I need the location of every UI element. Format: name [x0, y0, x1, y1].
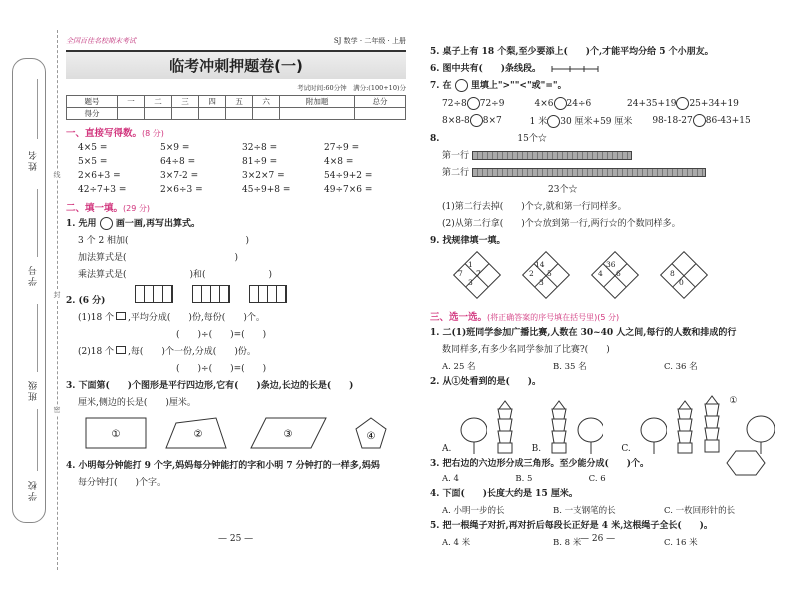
diamond-number: 1: [468, 260, 473, 269]
seal-char: 密: [53, 406, 61, 414]
calc-item: 2×6÷3 =: [160, 185, 203, 195]
class-label: 班级: [29, 379, 39, 401]
compare-row: 8×8-8 8×7 1 米 30 厘米+59 厘米 98-18-27 86-43+15: [442, 116, 751, 127]
option[interactable]: C. 16 米: [664, 538, 698, 548]
question-8: 8. 15个☆: [430, 134, 547, 144]
diamond-number: 8: [670, 269, 675, 278]
exam-time: 考试时间:60分钟 满分:(100+10)分: [297, 84, 406, 92]
option[interactable]: A. 4: [442, 474, 459, 484]
shape-label: ①: [111, 429, 121, 440]
calc-item: 4×8 =: [324, 157, 354, 167]
q3-line: 厘米,侧边的长是( )厘米。: [78, 398, 196, 408]
view-marker: ①: [729, 396, 738, 406]
compare-row: 72÷8 72÷9 4×6 24÷6 24+35+19 25+34+19: [442, 99, 739, 109]
score-header-cell: 一: [117, 96, 144, 108]
score-header-cell: 总分: [355, 96, 406, 108]
calc-item: 5×9 =: [160, 143, 190, 153]
cube-block-icon: [192, 285, 230, 303]
diamond-number: 2: [529, 269, 534, 278]
pagoda-icon: [495, 399, 514, 454]
circle-icon: [100, 217, 113, 230]
choice-5: 5. 把一根绳子对折,再对折后每段长正好是 4 米,这根绳子全长( )。: [430, 521, 713, 531]
calc-item: 64÷8 =: [160, 157, 196, 167]
calc-item: 81÷9 =: [242, 157, 278, 167]
star-bar-1: [472, 151, 632, 160]
diamond-number: 3: [539, 278, 544, 287]
option[interactable]: C.: [621, 444, 631, 454]
page-number: — 25 —: [218, 534, 254, 544]
option[interactable]: C. 6: [588, 474, 606, 484]
compare-circle[interactable]: [554, 97, 567, 110]
star-bar-2: [472, 168, 706, 177]
score-cell[interactable]: [144, 108, 171, 120]
score-header-cell: 四: [199, 96, 226, 108]
series-label: 全国百佳名校期末考试: [66, 37, 136, 45]
q2-line: ( )÷( )=( ): [176, 330, 267, 340]
compare-circle[interactable]: [693, 114, 706, 127]
cube-block-icon: [135, 285, 173, 303]
pagoda-icon: [701, 394, 721, 454]
shape-label: ③: [283, 429, 293, 440]
tree-icon: [576, 414, 604, 454]
score-cell[interactable]: [226, 108, 253, 120]
question-3: 3. 下面第( )个图形是平行四边形,它有( )条边,长边的长是( ): [66, 381, 354, 391]
calc-item: 5×5 =: [78, 157, 108, 167]
compare-circle[interactable]: [547, 115, 560, 128]
left-page: [66, 36, 406, 493]
stars-count-2: 23个☆: [548, 185, 578, 195]
diamond-number: 6: [616, 269, 621, 278]
page-number: — 26 —: [580, 534, 616, 544]
question-7: 7. 在 里填上">""<"或"="。: [430, 81, 567, 91]
compare-circle[interactable]: [467, 97, 480, 110]
pagoda-icon: [549, 399, 568, 454]
option[interactable]: B. 一支钢笔的长: [553, 506, 616, 516]
binding-strip: [12, 58, 46, 523]
diamond-numbers: [430, 260, 775, 294]
q1-line: 加法算式是( ): [78, 253, 239, 263]
school-label: 学校: [29, 479, 39, 501]
diamond-number: 0: [679, 278, 684, 287]
q1-line: 乘法算式是( )和( ): [78, 270, 273, 280]
question-2: 2. (6 分): [66, 285, 406, 308]
star-row-1: 第一行: [430, 149, 775, 163]
cube-block-icon: [249, 285, 287, 303]
section-3-title: 三、选一选。(将正确答案的序号填在括号里)(5 分): [430, 312, 620, 323]
compare-circle[interactable]: [470, 114, 483, 127]
option[interactable]: A. 25 名: [442, 362, 476, 372]
score-header-cell: 六: [253, 96, 280, 108]
calc-item: 2×6+3 =: [78, 171, 121, 181]
option[interactable]: C. 36 名: [664, 362, 698, 372]
diamond-number: 5: [547, 269, 552, 278]
q8-line: (2)从第二行拿( )个☆放到第一行,两行☆的个数同样多。: [442, 219, 681, 229]
circle-icon: [455, 79, 468, 92]
diamond-number: 3: [468, 278, 473, 287]
hexagon-shape: [726, 450, 766, 476]
score-header-cell: 题号: [67, 96, 118, 108]
diamond-number: 36: [606, 260, 616, 269]
score-header-cell: 附加题: [280, 96, 355, 108]
score-header-cell: 三: [172, 96, 199, 108]
choice-4-options: [442, 504, 775, 516]
option[interactable]: B.: [531, 444, 542, 454]
option[interactable]: A. 4 米: [442, 538, 471, 548]
score-cell[interactable]: [172, 108, 199, 120]
option[interactable]: A.: [442, 444, 452, 454]
class-line: [37, 304, 38, 372]
calc-item: 54÷9+2 =: [324, 171, 373, 181]
calc-grid: [66, 143, 406, 195]
score-cell[interactable]: [253, 108, 280, 120]
score-cell[interactable]: [117, 108, 144, 120]
choice-1-options: [442, 360, 775, 372]
question-5: 5. 桌子上有 18 个梨,至少要添上( )个,才能平均分给 5 个小朋友。: [430, 47, 714, 57]
grade-label: SJ 数学 · 二年级 · 上册: [333, 37, 406, 45]
option[interactable]: B. 8 米: [553, 538, 582, 548]
choice-2-figures: [430, 392, 775, 454]
right-page: [430, 42, 775, 548]
diamond-number: 7: [476, 269, 481, 278]
q4-line: 每分钟打( )个字。: [78, 478, 167, 488]
choice-4: 4. 下面( )长度大约是 15 厘米。: [430, 489, 578, 499]
shapes-figure: [66, 413, 406, 453]
id-line: [37, 189, 38, 257]
seal-char: 封: [53, 291, 61, 299]
calc-item: 45÷9+8 =: [242, 185, 291, 195]
tree-icon: [745, 412, 775, 454]
q1-line: 3 个 2 相加( ): [78, 236, 250, 246]
score-cell[interactable]: [280, 108, 355, 120]
question-4: 4. 小明每分钟能打 9 个字,妈妈每分钟能打的字和小明 7 分钟打的一样多,妈妈: [66, 461, 380, 471]
shape-label: ④: [366, 431, 376, 442]
school-line: [37, 409, 38, 471]
choice-2: 2. 从①处看到的是( )。: [430, 377, 542, 387]
score-table: [66, 95, 406, 120]
calc-item: 32÷8 =: [242, 143, 278, 153]
option[interactable]: B. 5: [515, 474, 533, 484]
tree-icon: [639, 414, 667, 454]
calc-item: 3×2×7 =: [242, 171, 285, 181]
cube-icon: [116, 346, 126, 354]
shape-label: ②: [193, 429, 203, 440]
q2-line: ( )÷( )=( ): [176, 364, 267, 374]
diamond-number: 14: [535, 260, 545, 269]
score-row-label: 得分: [67, 108, 118, 120]
section-2-title: 二、填一填。(29 分): [66, 203, 150, 214]
exam-title: 临考冲刺押题卷(一): [66, 50, 406, 79]
score-cell[interactable]: [355, 108, 406, 120]
section-1-title: 一、直接写得数。(8 分): [66, 128, 164, 139]
choice-1-line: 数同样多,有多少名同学参加了比赛?( ): [442, 345, 610, 355]
compare-circle[interactable]: [676, 97, 689, 110]
diamond-number: 4: [598, 269, 603, 278]
calc-item: 3×7-2 =: [160, 171, 199, 181]
choice-3-options: [442, 474, 662, 484]
option[interactable]: A. 小明一步的长: [442, 506, 505, 516]
q8-line: (1)第二行去掉( )个☆,就和第一行同样多。: [442, 202, 627, 212]
option[interactable]: C. 一枚回形针的长: [664, 506, 736, 516]
question-1: 1. 先用 画一画,再写出算式。: [66, 219, 200, 229]
name-label: 姓名: [29, 149, 39, 171]
calc-item: 27÷9 =: [324, 143, 360, 153]
score-header-cell: 二: [144, 96, 171, 108]
score-header-cell: 五: [226, 96, 253, 108]
diamond-number: 7: [458, 269, 463, 278]
q2-line: (2)18 个 ,每( )个一份,分成( )份。: [78, 347, 256, 357]
choice-1: 1. 二(1)班同学参加广播比赛,人数在 30~40 人之间,每行的人数和排成的行: [430, 328, 737, 338]
question-6: 6. 图中共有( )条线段。: [430, 62, 775, 76]
cube-icon: [116, 312, 126, 320]
seal-char: 线: [53, 171, 61, 179]
choice-3: 3. 把右边的六边形分成三角形。至少能分成( )个。: [430, 459, 650, 469]
question-9: 9. 找规律填一填。: [430, 236, 506, 246]
q2-line: (1)18 个 ,平均分成( )份,每份( )个。: [78, 313, 265, 323]
tree-icon: [459, 414, 487, 454]
option[interactable]: B. 35 名: [553, 362, 587, 372]
score-cell[interactable]: [199, 108, 226, 120]
calc-item: 49÷7×6 =: [324, 185, 373, 195]
calc-item: 42÷7+3 =: [78, 185, 127, 195]
star-row-2: 第二行: [430, 166, 775, 180]
calc-item: 4×5 =: [78, 143, 108, 153]
segment-figure: [550, 65, 600, 73]
stars-count-1: 15个☆: [517, 134, 547, 144]
seal-line: [57, 30, 58, 570]
pagoda-icon: [675, 399, 694, 454]
name-line: [37, 79, 38, 139]
student-id-label: 学号: [29, 264, 39, 286]
